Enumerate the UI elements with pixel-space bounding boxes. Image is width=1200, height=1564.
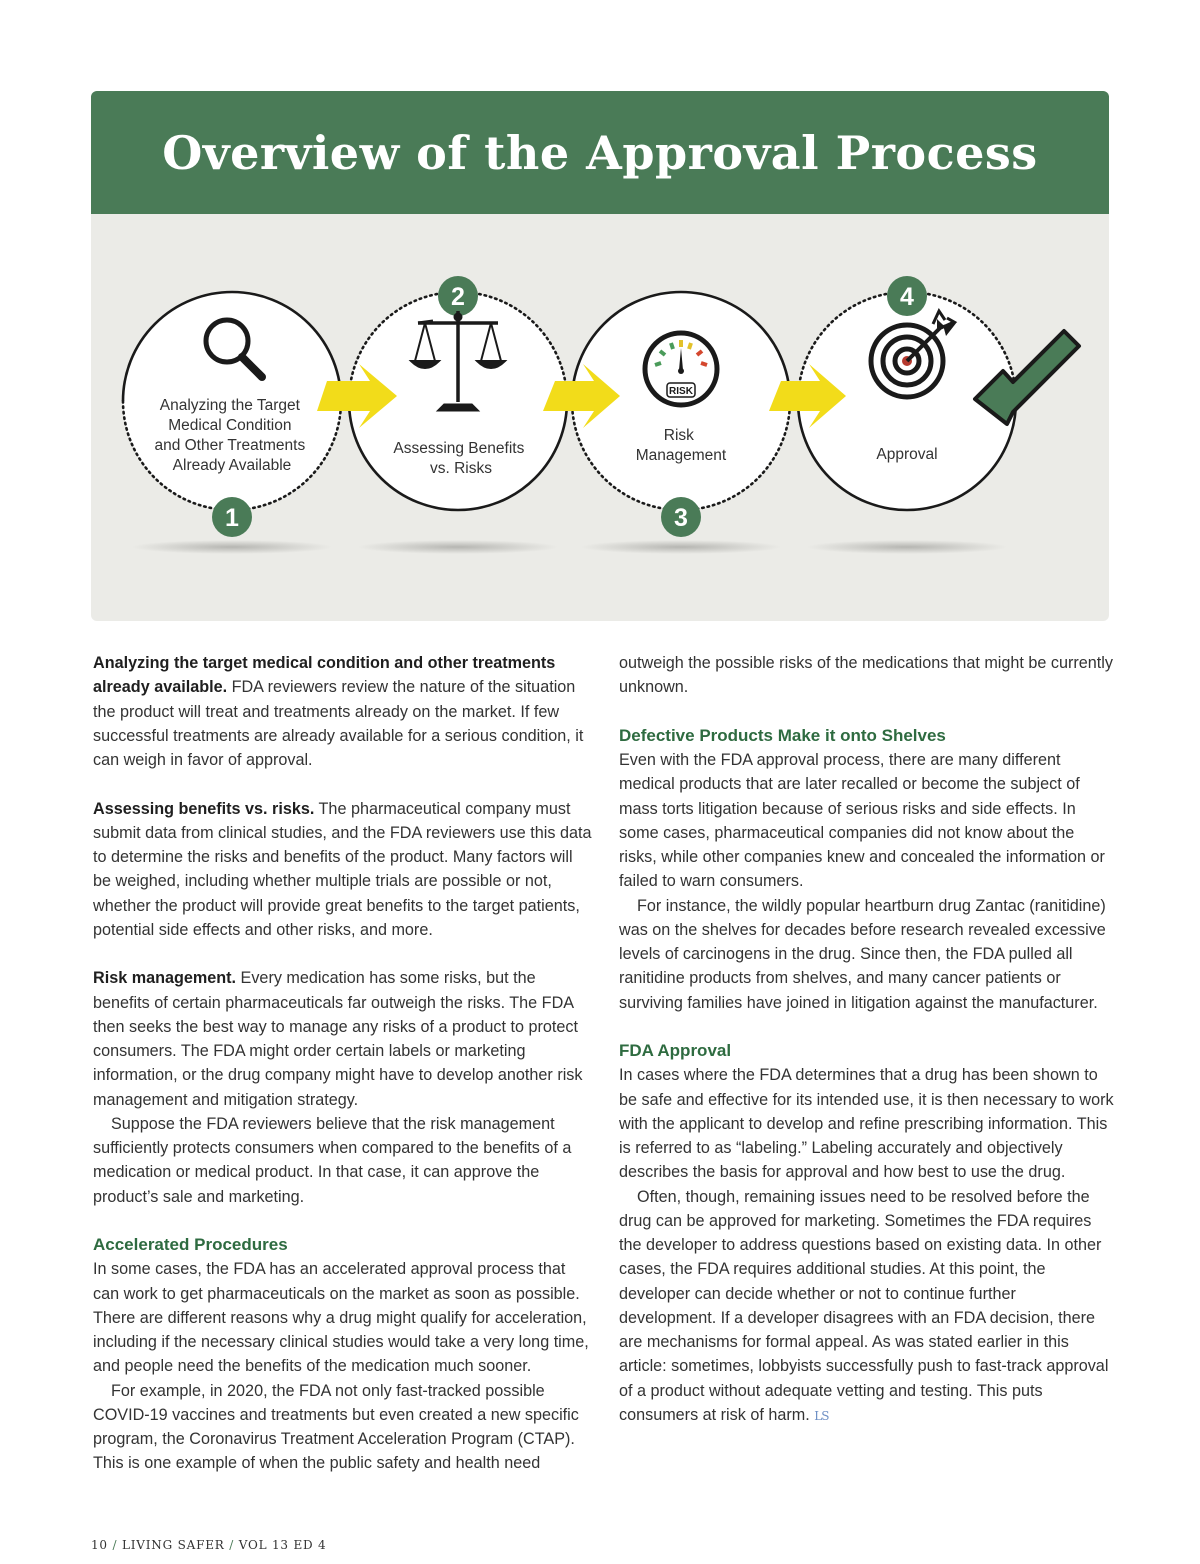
- paragraph-outweigh: outweigh the possible risks of the medications that might be currently unknown.: [619, 654, 1113, 697]
- magazine-name: LIVING SAFER: [121, 1538, 225, 1552]
- paragraph-covid-example: For example, in 2020, the FDA not only fast-tracked possible COVID-19 vaccines and treatments but even created a new specific program, the Coronavirus Treatment Acceleration Program (CTAP). This is one example of when the public safety and health need: [93, 1381, 579, 1473]
- paragraph-analyzing-lead: Analyzing the target medical condition and other treatments already available.: [93, 654, 556, 697]
- page-footer: [91, 1538, 326, 1552]
- paragraph-analyzing-text: FDA reviewers review the nature of the situation the product will treat and treatments already on the market. If few successful treatments are already available for a serious condition, it can weigh in favor of approval.: [93, 678, 584, 769]
- paragraph-defective: Even with the FDA approval process, there are many different medical products that are later recalled or become the subject of mass torts litigation because of serious risks and side effects. In some cases, pharmaceutical companies did not know about the risks, while other companies knew and concealed the information or failed to warn consumers.: [619, 751, 1105, 891]
- end-of-article-mark: LS: [814, 1408, 829, 1423]
- step-3-number: 3: [674, 504, 688, 532]
- step-4-badge: [887, 276, 927, 316]
- step-2-shadow: [358, 540, 558, 554]
- heading-accelerated-procedures: Accelerated Procedures: [93, 1235, 288, 1254]
- step-1-shadow: [132, 540, 332, 554]
- step-1-number: 1: [225, 504, 239, 532]
- left-column: [93, 651, 593, 1476]
- paragraph-analyzing: [93, 651, 593, 772]
- step-3-label: Risk Management: [635, 427, 727, 464]
- paragraph-risk-management: [93, 966, 593, 1112]
- step-4-number: 4: [900, 283, 914, 311]
- paragraph-assessing: [93, 797, 593, 943]
- paragraph-remaining-issues: [619, 1185, 1114, 1429]
- approval-process-panel: [91, 91, 1109, 621]
- step-3-shadow: [581, 540, 781, 554]
- paragraph-risk-management-lead: Risk management.: [93, 969, 237, 988]
- panel-header: [91, 91, 1109, 214]
- heading-defective-products: Defective Products Make it onto Shelves: [619, 725, 946, 745]
- issue-label: VOL 13 ED 4: [238, 1538, 327, 1552]
- paragraph-risk-management-text: Every medication has some risks, but the benefits of certain pharmaceuticals far outweigh the risks. The FDA then seeks the best way to manage any risks of a product to protect consumers. The FDA might order certain labels or marketing information, or the drug company might have to develop another risk management and mitigation strategy.: [93, 969, 583, 1109]
- step-3-badge: [661, 497, 701, 537]
- paragraph-assessing-text: The pharmaceutical company must submit data from clinical studies, and the FDA reviewers use this data to determine the risks and benefits of the product. Many factors will be weighed, including whether multiple trials are possible or not, whether the product will provide great benefits to the target patients, potential side effects and other risks, and more.: [93, 799, 592, 939]
- process-diagram: [91, 214, 1109, 621]
- paragraph-assessing-lead: Assessing benefits vs. risks.: [93, 799, 315, 818]
- paragraph-accelerated: In some cases, the FDA has an accelerated approval process that can work to get pharmaceuticals on the market as soon as possible. There are different reasons why a drug might qualify for acceleration, including if the necessary clinical studies would take a very long time, and people need the benefits of the medication much sooner.: [93, 1260, 589, 1376]
- step-4-shadow: [807, 540, 1007, 554]
- paragraph-labeling: In cases where the FDA determines that a drug has been shown to be safe and effective for its intended use, it is then necessary to work with the applicant to develop and refine prescribing information. This is referred to as “labeling.” Labeling accurately and objectively describes the basis for approval and how best to use the drug.: [619, 1066, 1114, 1182]
- right-column: [619, 651, 1114, 1428]
- paragraph-remaining-issues-text: Often, though, remaining issues need to be resolved before the drug can be approved for marketing. Sometimes the FDA requires the developer to address questions based on existing data. In other cases, the FDA requires additional studies. At this point, the developer can decide whether or not to continue further development. If a developer disagrees with an FDA decision, there are mechanisms for formal appeal. As was stated earlier in this article: sometimes, lobbyists successfully push to fast-track approval of a product without adequate vetting and testing. This puts consumers at risk of harm.: [619, 1187, 1109, 1424]
- heading-fda-approval: FDA Approval: [619, 1041, 732, 1060]
- page-title: Overview of the Approval Process: [162, 125, 1038, 180]
- footer-separator: /: [112, 1538, 118, 1552]
- risk-gauge-icon: [645, 333, 717, 405]
- risk-gauge-label: RISK: [669, 386, 693, 397]
- paragraph-zantac: For instance, the wildly popular heartburn drug Zantac (ranitidine) was on the shelves for decades before research revealed excessive levels of carcinogens in the drug. Since then, the FDA pulled all ranitidine products from shelves, and many cancer patients or surviving families have joined in litigation against the manufacturer.: [619, 896, 1106, 1012]
- step-1-badge: [212, 497, 252, 537]
- footer-separator: /: [229, 1538, 235, 1552]
- paragraph-suppose: Suppose the FDA reviewers believe that the risk management sufficiently protects consumers when compared to the benefits of a medication or medical product. In that case, it can approve the product’s sale and marketing.: [93, 1114, 572, 1206]
- step-2-number: 2: [451, 283, 465, 311]
- page-number: 10: [91, 1538, 108, 1552]
- step-1-label: Analyzing the Target Medical Condition and Other Treatments Already Available: [154, 397, 306, 474]
- step-4-label: Approval: [876, 446, 938, 463]
- step-2-badge: [438, 276, 478, 316]
- step-2-label: Assessing Benefits vs. Risks: [393, 440, 525, 477]
